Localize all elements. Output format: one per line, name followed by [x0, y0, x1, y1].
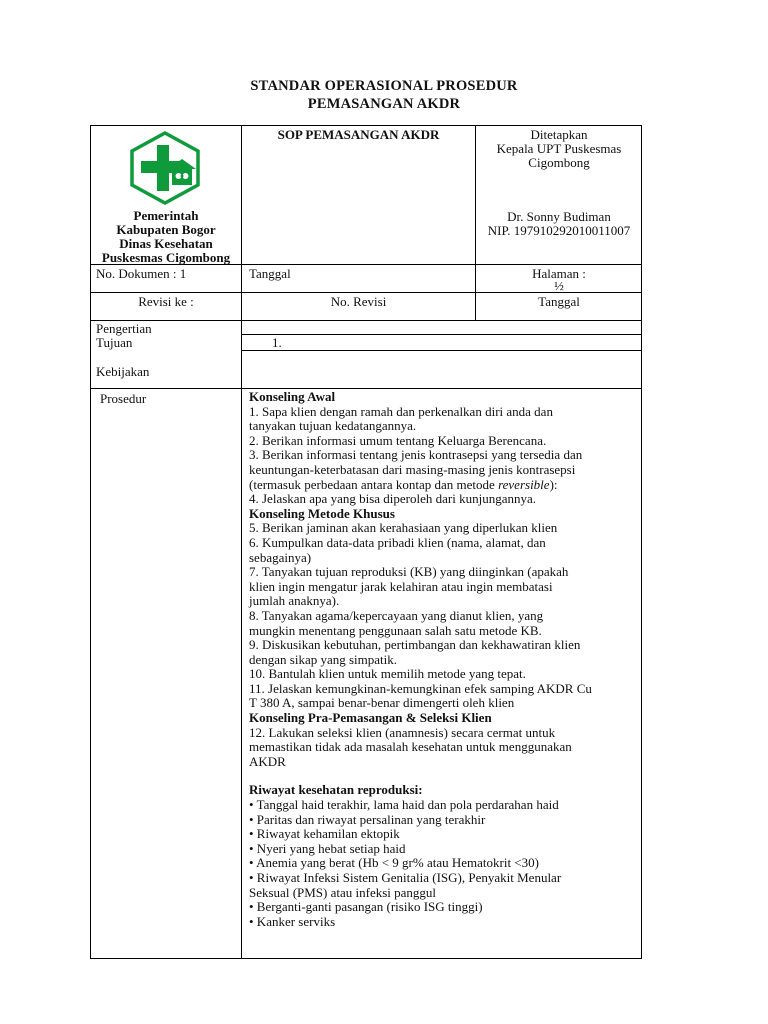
procedure-line: • Anemia yang berat (Hb < 9 gr% atau Hematokrit <30) — [249, 855, 539, 871]
procedure-line: 6. Kumpulkan data-data pribadi klien (nama, alamat, dan — [249, 534, 546, 550]
halaman-label: Halaman : — [532, 266, 586, 281]
column-divider-left — [241, 125, 242, 959]
procedure-line: 5. Berikan jaminan akan kerahasiaan yang diperlukan klien — [249, 520, 558, 536]
procedure-line: • Riwayat kehamilan ektopik — [249, 826, 400, 842]
procedure-line: 11. Jelaskan kemungkinan-kemungkinan efek samping AKDR Cu — [249, 680, 592, 696]
procedure-line: • Kanker serviks — [249, 913, 336, 929]
procedure-line: dengan sikap yang simpatik. — [249, 651, 398, 667]
procedure-line: 8. Tanyakan agama/kepercayaan yang dianut klien, yang — [249, 607, 544, 623]
procedure-line: • Nyeri yang hebat setiap haid — [249, 840, 406, 856]
prosedur-content — [249, 390, 637, 929]
row-divider-revisi — [90, 320, 642, 321]
procedure-line: 10. Bantulah klien untuk memilih metode yang tepat. — [249, 666, 526, 682]
kebijakan-label: Kebijakan — [96, 364, 150, 379]
prosedur-label: Prosedur — [100, 391, 147, 406]
procedure-line: 9. Diskusikan kebutuhan, pertimbangan dan kekhawatiran klien — [249, 637, 581, 653]
tujuan-value: 1. — [272, 335, 282, 350]
section-heading: Konseling Awal — [249, 389, 336, 404]
procedure-line: • Berganti-ganti pasangan (risiko ISG tinggi) — [249, 899, 483, 915]
row-divider-header — [241, 264, 642, 265]
kepala-place: Cigombong — [528, 155, 590, 170]
revisi-ke: Revisi ke : — [138, 294, 194, 309]
procedure-line: keuntungan-keterbatasan dari masing-masing jenis kontrasepsi — [249, 461, 576, 477]
no-revisi: No. Revisi — [330, 294, 387, 309]
procedure-line: jumlah anaknya). — [249, 593, 340, 609]
procedure-line: 7. Tanyakan tujuan reproduksi (KB) yang diinginkan (apakah — [249, 564, 569, 580]
sop-title: SOP PEMASANGAN AKDR — [277, 127, 440, 142]
organization-name — [92, 209, 240, 265]
org-line: Kabupaten Bogor — [116, 222, 216, 237]
section-heading: Riwayat kesehatan reproduksi: — [249, 782, 423, 798]
procedure-line: 1. Sapa klien dengan ramah dan perkenalkan diri anda dan — [249, 403, 553, 419]
procedure-line: • Tanggal haid terakhir, lama haid dan pola perdarahan haid — [249, 797, 559, 813]
procedure-line: T 380 A, sampai benar-benar dimengerti oleh klien — [249, 695, 515, 711]
pengertian-label: Pengertian — [96, 321, 152, 336]
document-subtitle: PEMASANGAN AKDR — [307, 96, 461, 112]
org-line: Puskesmas Cigombong — [101, 250, 231, 265]
procedure-line: • Riwayat Infeksi Sistem Genitalia (ISG), Penyakit Menular — [249, 870, 562, 885]
org-line: Dinas Kesehatan — [119, 236, 213, 251]
procedure-line: memastikan tidak ada masalah kesehatan untuk menggunakan — [249, 739, 572, 755]
procedure-line: 4. Jelaskan apa yang bisa diperoleh dari kunjungannya. — [249, 491, 536, 507]
org-line: Pemerintah — [133, 208, 199, 223]
procedure-line: • Paritas dan riwayat persalinan yang terakhir — [249, 811, 486, 827]
row-divider-tujuan — [241, 350, 642, 351]
procedure-line: tanyakan tujuan kedatangannya. — [249, 418, 417, 434]
procedure-line: Seksual (PMS) atau infeksi panggul — [249, 884, 437, 900]
tanggal-label: Tanggal — [249, 266, 291, 281]
procedure-line: klien ingin mengatur jarak kelahiran atau ingin membatasi — [249, 578, 553, 594]
ditetapkan-label: Ditetapkan — [530, 127, 588, 142]
procedure-line: AKDR — [249, 753, 286, 769]
procedure-line: 12. Lakukan seleksi klien (anamnesis) secara cermat untuk — [249, 724, 556, 740]
procedure-line: sebagainya) — [249, 549, 312, 565]
no-dokumen: No. Dokumen : 1 — [96, 266, 187, 281]
puskesmas-logo — [128, 131, 202, 205]
procedure-line: (termasuk perbedaan antara kontap dan metode reversible): — [249, 476, 558, 492]
row-divider-pengertian — [241, 334, 642, 335]
halaman-value: ½ — [554, 278, 564, 293]
doctor-nip: NIP. 197910292010011007 — [487, 223, 631, 238]
row-divider-kebijakan — [90, 388, 642, 389]
tujuan-label: Tujuan — [96, 335, 133, 350]
document-title: STANDAR OPERASIONAL PROSEDUR — [250, 78, 518, 94]
blank-line — [249, 769, 637, 783]
procedure-line: mungkin menentang penggunaan salah satu metode KB. — [249, 622, 542, 638]
revisi-tanggal: Tanggal — [538, 294, 580, 309]
section-heading: Konseling Pra-Pemasangan & Seleksi Klien — [249, 710, 492, 726]
kepala-label: Kepala UPT Puskesmas — [496, 141, 622, 156]
procedure-line: 2. Berikan informasi umum tentang Keluarga Berencana. — [249, 432, 547, 448]
section-heading: Konseling Metode Khusus — [249, 505, 395, 521]
doctor-name: Dr. Sonny Budiman — [507, 209, 611, 224]
procedure-line: 3. Berikan informasi tentang jenis kontrasepsi yang tersedia dan — [249, 447, 583, 463]
